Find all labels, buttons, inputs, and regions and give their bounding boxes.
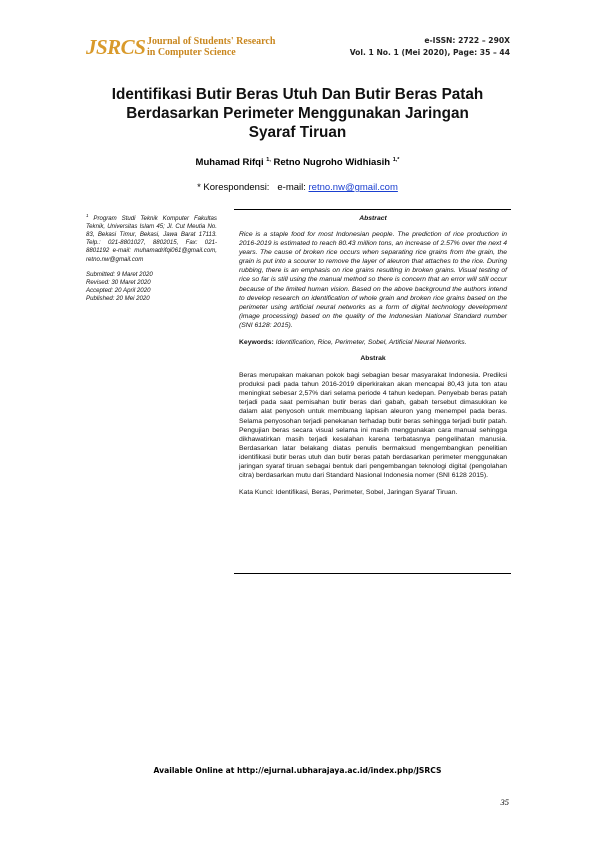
kata-kunci: Kata Kunci: Identifikasi, Beras, Perimeter, Sobel, Jaringan Syaraf Tiruan. bbox=[239, 489, 458, 497]
logo-text bbox=[147, 36, 275, 58]
logo-mark: JSRCS bbox=[86, 35, 146, 59]
abstract-text: Rice is a staple food for most Indonesian people. The prediction of rice production in 2016-2019 is estimated to reach 80.43 million tons, an increase of 2.57% over the next 4 years. The cause of broken rice occurs when separating rice grains from the grain, the grain is put into a scourer to remove the layer of aleuron that attaches to the rice. During rubbing, there is an emphasis on rice grains resulting in broken grains. Visual testing of rice so far is still using the manual method so there is concern that an error will still occur because of the limited human vision. Based on the above background the authors intend to develop research on identification of whole grain and broken rice grains based on the perimeter using artificial neural networks as a form of digital technology development (image processing) based on the quality of the Indonesian National Standard number (SNI 6128: 2015). bbox=[239, 231, 507, 329]
paper-title bbox=[86, 85, 509, 142]
available-online: Available Online at http://ejurnal.ubharajaya.ac.id/index.php/JSRCS bbox=[153, 766, 442, 775]
abstract-heading: Abstract bbox=[359, 215, 387, 222]
author-1: Muhamad Rifqi bbox=[195, 157, 264, 169]
revised-date: Revised: 30 Maret 2020 bbox=[86, 278, 151, 286]
keywords-text: Identification, Rice, Perimeter, Sobel, Artificial Neural Networks. bbox=[273, 339, 467, 347]
affiliation-marker: 1 bbox=[86, 213, 89, 218]
accepted-date: Accepted: 20 April 2020 bbox=[86, 286, 151, 294]
journal-logo bbox=[86, 34, 296, 62]
volume-info: Vol. 1 No. 1 (Mei 2020), Page: 35 – 44 bbox=[349, 48, 510, 57]
logo-line-2: in Computer Science bbox=[147, 47, 236, 58]
abstract-top-rule bbox=[234, 209, 511, 210]
manuscript-dates bbox=[86, 271, 217, 303]
correspondence bbox=[86, 182, 509, 193]
issn-block bbox=[350, 35, 510, 59]
title-line-1: Identifikasi Butir Beras Utuh Dan Butir Beras Patah bbox=[111, 86, 484, 103]
page-number: 35 bbox=[500, 797, 509, 807]
correspondence-label: * Korespondensi: e-mail: bbox=[197, 182, 309, 193]
title-line-3: Syaraf Tiruan bbox=[248, 124, 347, 141]
abstrak-text: Beras merupakan makanan pokok bagi sebagian besar masyarakat Indonesia. Prediksi produksi padi pada tahun 2016-2019 diperkirakan akan mencapai 80,43 juta ton atau meningkat sebesar 2,57% dari selama periode 4 tahun kedepan. Penyebab beras patah terjadi pada saat pemisahan butir beras dari gabah, gabah tersebut dimasukkan ke dalam alat penyosoh untuk membuang lapisan aleuron yang menempel pada beras. Selama penyosohan terjadi penekanan terhadap butir beras sehingga terjadi butir patah. Pengujian beras secara visual selama ini masih menggunakan cara manual sehingga dikhawatirkan masih terjadi kesalahan karena terbatasnya pengelihatan manusia. Berdasarkan latar belakang diatas penulis bermaksud mengembangkan penelitian identifikasi butir beras utuh dan butir beras patah berdasarkan perimeter menggunakan jaringan syaraf tiruan sebagai bentuk dari pengembangan teknologi digital (pengolahan citra) berdasarkan mutu dari Standard Nasional Indonesia nomer (SNI 6128 2015). bbox=[239, 372, 507, 480]
author-2: Retno Nugroho Widhiasih bbox=[273, 157, 391, 169]
abstrak-heading: Abstrak bbox=[360, 355, 386, 363]
author-list bbox=[86, 157, 509, 168]
keywords bbox=[239, 338, 507, 347]
keywords-label: Keywords: bbox=[239, 339, 274, 347]
issn: e-ISSN: 2722 – 290X bbox=[424, 36, 510, 45]
affiliation-text: Program Studi Teknik Komputer Fakultas Teknik, Universitas Islam 45; Jl. Cut Meutia No. 83, Bekasi Timur, Bekasi, Jawa Barat 17113. Telp.: 021-8801027, 8802015, Fax: 021-8801192 e-mail: muhamadrifqi061@gmail.com, retno.nw@gmail.com bbox=[86, 215, 217, 263]
submitted-date: Submitted: 9 Maret 2020 bbox=[86, 270, 153, 278]
logo-line-1: Journal of Students' Research bbox=[147, 36, 276, 47]
abstract-column bbox=[239, 214, 507, 497]
affiliation bbox=[86, 212, 217, 264]
abstract-bottom-rule bbox=[234, 573, 511, 574]
author-1-affiliation: 1, bbox=[266, 157, 271, 163]
affiliation-column bbox=[86, 212, 217, 303]
published-date: Published: 20 Mei 2020 bbox=[86, 294, 150, 302]
correspondence-email-link[interactable]: retno.nw@gmail.com bbox=[308, 182, 398, 193]
author-2-affiliation: 1,* bbox=[392, 157, 400, 163]
title-line-2: Berdasarkan Perimeter Menggunakan Jaringan bbox=[126, 105, 469, 122]
